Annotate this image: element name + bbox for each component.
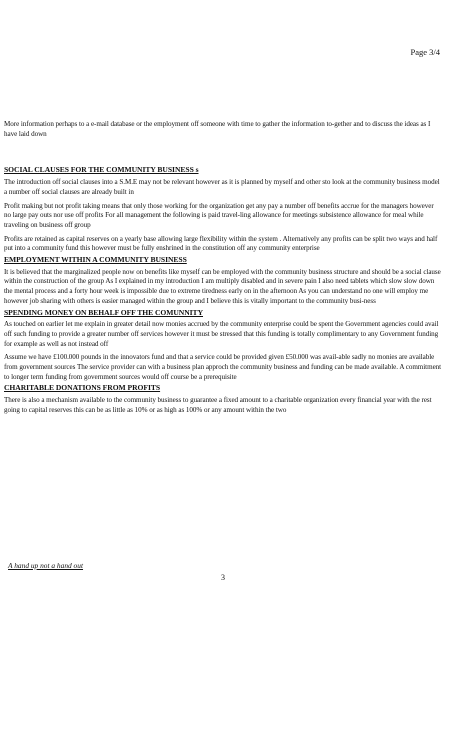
paragraph: Profit making but not profit taking means that only those working for the organization get any pay a number off benefits accrue for the managers however no large pay outs nor use off profits For all management the following is paid travel-ling allowance for meetings subsistence allowance for meal while traveling on business off group bbox=[4, 201, 434, 229]
intro-paragraph: More information perhaps to a e-mail database or the employment off someone with time to gather the information to-gether and to discuss the ideas as I have laid down bbox=[4, 120, 431, 138]
section-heading: SPENDING MONEY ON BEHALF OFF THE COMUNNITY bbox=[4, 307, 204, 317]
paragraph: Assume we have £100.000 pounds in the innovators fund and that a service could be provided given £50.000 was avail-able sadly no monies are available from government sources The service provider can with a business plan approch the community business and funding can be made available. A commitment to longer term funding from government sources would off course be a prerequisite bbox=[4, 353, 442, 381]
section-heading: EMPLOYMENT WITHIN A COMMUNITY BUSINESS bbox=[4, 255, 187, 265]
paragraph: There is also a mechanism available to the community business to guarantee a fixed amount to a charitable organization every financial year with the rest going to capital reserves this can be as little as 10% or as high as 100% or any amount within the two bbox=[4, 396, 432, 414]
paragraph: The introduction off social clauses into a S.M.E may not be relevant however as it is planned by myself and other sto look at the community business model a number off social clauses are already built in bbox=[4, 178, 440, 196]
page-label: Page 3/4 bbox=[410, 47, 440, 57]
section-charitable bbox=[4, 383, 442, 415]
section-heading: CHARITABLE DONATIONS FROM PROFITS bbox=[4, 383, 161, 393]
footer-page-number: 3 bbox=[221, 573, 225, 582]
document-body bbox=[4, 120, 442, 420]
paragraph: Profits are retained as capital reserves on a yearly base allowing large flexibility within the system . Alternatively any profits can be split two ways and half put into a community fund this however must be fully enshrined in the constitution off any community enterprise bbox=[4, 234, 438, 253]
section-employment bbox=[4, 255, 442, 307]
paragraph: It is believed that the marginalized people now on benefits like myself can be employed with the community business structure and should be a social clause within the construction of the group As I explained in my introduction I am multiply disabled and in severe pain I also need tablets which slow slow down the mental process and a forty hour week is impossible due to extreme tiredness early on in the afternoon As you can understand no one will employ me however job sharing with others is easier managed within the group and I believe this is vitally important to the community busi-ness bbox=[4, 267, 441, 305]
section-heading: SOCIAL CLAUSES FOR THE COMMUNITY BUSINESS s bbox=[4, 165, 199, 175]
section-spending bbox=[4, 308, 442, 383]
section-social-clauses bbox=[4, 165, 442, 254]
footer-slogan: A hand up not a hand out bbox=[8, 561, 84, 570]
paragraph: As touched on earlier let me explain in greater detail now monies accrued by the community enterprise could be spent the Government agencies could avail off such funding to provide a greater number off services however it must be stressed that this funding is totally complimentary to any Government funding for example as well as not instead off bbox=[4, 320, 439, 348]
